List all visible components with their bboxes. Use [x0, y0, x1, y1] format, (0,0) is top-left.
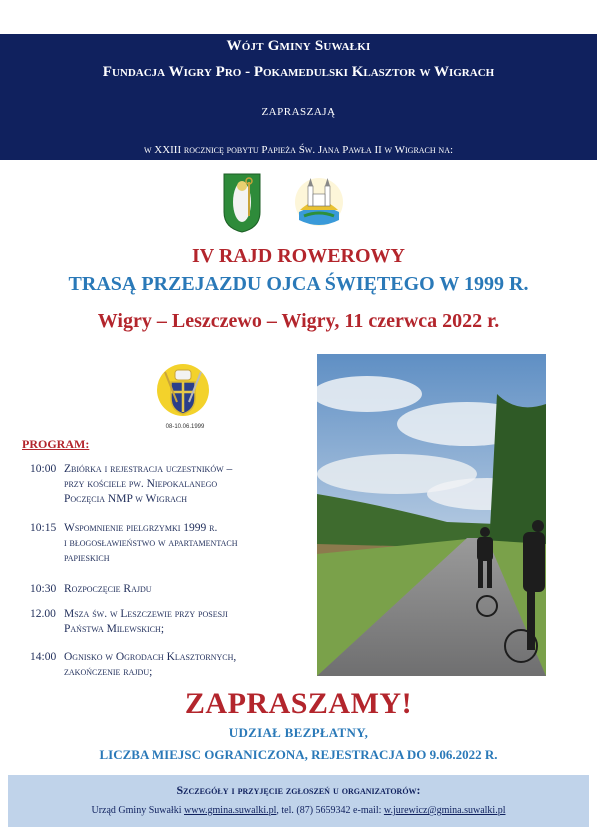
program-desc: Zbiórka i rejestracja uczestników –: [64, 463, 233, 475]
event-title: IV RAJD ROWEROWY: [192, 245, 405, 267]
program-item: [30, 582, 310, 597]
program-desc: Msza św. w Leszczewie przy posesji: [64, 608, 228, 620]
invitation-heading: ZAPRASZAMY!: [184, 687, 413, 720]
registration-note: LICZBA MIEJSC OGRANICZONA, REJESTRACJA DO 9.06.2022 R.: [99, 747, 498, 762]
program-desc: i błogosławieństwo w apartamentach: [64, 537, 238, 549]
footer-office: Urząd Gminy Suwałki: [91, 805, 182, 816]
occasion-line: w XXIII rocznicę pobytu Papieża Św. Jana Pawła II w Wigrach na:: [143, 144, 454, 156]
contact-footer: [8, 775, 589, 827]
footer-contact-line: [8, 805, 589, 816]
program-time: 14:00: [30, 651, 57, 663]
program-item: [30, 462, 310, 507]
logos-row: [222, 172, 362, 234]
gmina-coat-of-arms-icon: [222, 172, 262, 234]
website-link[interactable]: www.gmina.suwalki.pl: [184, 805, 277, 816]
program-desc: Państwa Milewskich;: [64, 623, 165, 635]
program-desc: Poczęcia NMP w Wigrach: [64, 493, 188, 505]
organizer-line-1: Wójt Gminy Suwałki: [226, 38, 371, 54]
papal-pilgrimage-emblem-icon: [155, 362, 215, 432]
program-item: [30, 521, 310, 566]
footer-phone: , tel. (87) 5659342 e-mail:: [276, 805, 384, 816]
program-heading: PROGRAM:: [22, 437, 90, 451]
program-time: 10:00: [30, 463, 57, 475]
program-desc: papieskich: [64, 552, 110, 564]
program-desc: Ognisko w Ogrodach Klasztornych,: [64, 651, 237, 663]
program-time: 10:30: [30, 583, 57, 595]
program-item: [30, 607, 310, 637]
wigry-foundation-logo-icon: [294, 172, 344, 232]
invite-line: ZAPRASZAJĄ: [261, 106, 336, 118]
program-item: [30, 650, 310, 680]
program-desc: przy kościele pw. Niepokalanego: [64, 478, 218, 490]
emblem-date: 08-10.06.1999: [165, 424, 205, 430]
program-desc: zakończenie rajdu;: [64, 666, 153, 678]
program-desc: Rozpoczęcie Rajdu: [64, 583, 152, 595]
event-subtitle: TRASĄ PRZEJAZDU OJCA ŚWIĘTEGO W 1999 R.: [68, 273, 529, 295]
program-time: 10:15: [30, 522, 57, 534]
organizer-line-2: Fundacja Wigry Pro - Pokamedulski Klasztor w Wigrach: [102, 64, 495, 80]
header-banner: [0, 34, 597, 160]
program-time: 12.00: [30, 608, 56, 620]
event-route-date: Wigry – Leszczewo – Wigry, 11 czerwca 2022 r.: [97, 310, 500, 332]
cyclists-road-photo: [317, 354, 546, 676]
free-participation-note: UDZIAŁ BEZPŁATNY,: [228, 725, 369, 740]
program-desc: Wspomnienie pielgrzymki 1999 r.: [64, 522, 218, 534]
footer-heading: Szczegóły i przyjęcie zgłoszeń u organizatorów:: [176, 783, 421, 797]
email-link[interactable]: w.jurewicz@gmina.suwalki.pl: [383, 805, 506, 816]
